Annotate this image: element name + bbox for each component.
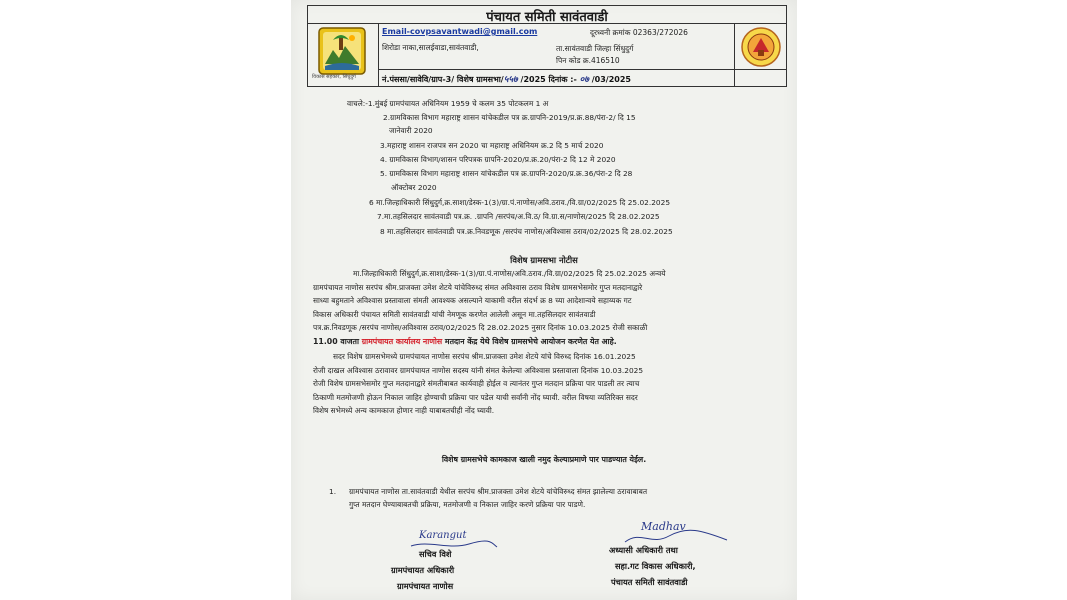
reference-item: वाचले:-1.मुंबई ग्रामपंचायत अधिनियम 1959 चे कलम 35 पोटकलम 1 अ [347,99,549,108]
paragraph-line: ग्रामपंचायत नाणोस सरपंच श्रीम.प्राजक्ता उमेश शेटये यांचेविरुध्द संमत अविश्वास ठराव विशेष ग्रामसभेसमोर गुप्त मतदानाद्वारे [313,282,643,292]
header-divider [734,23,735,86]
right-signatory-designation: सहा.गट विकास अधिकारी, [615,561,696,571]
header-divider [378,23,379,86]
reference-item: 7.मा.तहसिलदार सावंतवाडी पत्र.क्र. .ग्रापनि /सरपंच/अ.वि.ठ/ वि.ग्रा.स/नाणोस/2025 दि 28.02.2025 [377,212,660,221]
handwritten-signature-right: Madhav [641,520,686,533]
header-divider [308,23,786,24]
reference-item: 2.ग्रामविकास विभाग महाराष्ट्र शासन यांचेकडील पत्र क्र.ग्रापनि-2019/प्र.क्र.88/पंरा-2/ दि 15 [383,113,636,122]
agenda-item-line: ग्रामपंचायत नाणोस ता.सावंतवाडी येथील सरपंच श्रीम.प्राजक्ता उमेश शेटये यांचेविरुध्द संमत झालेल्या ठरावाबाबत [349,487,648,496]
reference-item: 5. ग्रामविकास विभाग महाराष्ट्र शासन यांचेकडील पत्र क्र.ग्रापनि-2020/प्र.क्र.36/पंरा-2 दि 28 [380,169,633,178]
meeting-venue: ग्रामपंचायत कार्यालय नाणोस [361,336,443,346]
paragraph-line: रोजी विशेष ग्रामसभेसमोर गुप्त मतदानाद्वारे संमतीबाबत कार्यवाही होईल व त्यानंतर गुप्त मतदान प्रक्रिया पार पाडली तर त्याच [313,379,640,389]
handwritten-signature-left: Karangut [419,530,467,541]
email[interactable] [382,27,537,36]
document-page [291,0,797,600]
notice-paragraph-2 [313,350,777,418]
reference-item: 4. ग्रामविकास विभाग/शासन परिपत्रक ग्रापनि-2020/प्र.क्र.20/पंरा-2 दि 12 मे 2020 [380,155,616,164]
logo-caption: विकास सहकार, सिंधुदुर्ग [312,74,356,80]
office-title: पंचायत समिती सावंतवाडी [486,10,608,25]
left-signatory-title: सचिव विशे [419,549,452,559]
reference-item: 6 मा.जिल्हाधिकारी सिंधुदुर्ग,क्र.साशा/डेस्क-1(3)/ग्रा.पं.नाणोस/अवि.ठराव./वि.ग्रा/02/2025 दि 25.02.2025 [369,198,671,207]
meeting-time: 11.00 वाजता [313,336,362,346]
reference-item: 3.महाराष्ट्र शासन राजपत्र सन 2020 चा महाराष्ट्र अधिनियम क्र.2 दि 5 मार्च 2020 [380,141,604,150]
notice-paragraph-1 [313,267,777,349]
paragraph-line-end: मतदान केंद्र येथे विशेष ग्रामसभेचे आयोजन करणेत येत आहे. [442,336,617,346]
left-signatory-designation: ग्रामपंचायत अधिकारी [391,565,455,575]
paragraph-line: विकास अधिकारी पंचायत समिती सावंतवाडी यांची नेमणूक करणेत आलेली असून मा.तहसिलदार सावंतवाडी [313,309,596,319]
agenda-number: 1. [329,487,337,496]
ref-suffix: /03/2025 [588,75,631,84]
reference-number [382,72,631,85]
letterhead [307,5,787,87]
handwritten-day: ०७ [579,75,589,85]
reference-item: 8 मा.तहसिलदार सावंतवाडी पत्र.क्र.निवडणूक /सरपंच नाणोस/अविश्वास ठराव/02/2025 दि 28.02.2025 [380,227,673,236]
paragraph-line: विशेष सभेमध्ये अन्य कामकाज होणार नाही याबाबतचीही नोंद घ्यावी. [313,406,495,416]
paragraph-line: रोजी दाखल अविश्वास ठरावावर ग्रामपंचायत नाणोस सदस्य यांनी संमत केलेल्या अविश्वास प्रस्तावाला दिनांक 10.03.2025 [313,365,644,375]
handwritten-ref-number: ५५७ [503,75,518,85]
reference-item: ऑक्टोबर 2020 [391,183,437,192]
taluka-district: ता.सावंतवाडी जिल्हा सिंधुदुर्ग [556,44,634,53]
paragraph-line: ठिकाणी मतमोजणी होऊन निकाल जाहिर होण्याची प्रक्रिया पार पडेल याची सर्वांनी नोंद घ्यावी. वरील विषया व्यतिरिक्त सदर [313,392,638,402]
phone-number: दूरध्वनी क्रमांक 02363/272026 [590,28,688,37]
paragraph-line: मा.जिल्हाधिकारी सिंधुदुर्ग,क्र.साशा/डेस्क-1(3)/ग्रा.पं.नाणोस/अवि.ठराव./वि.ग्रा/02/2025 दि 25.02.2025 अन्वये [353,269,666,278]
left-signatory-office: ग्रामपंचायत नाणोस [397,581,454,591]
state-emblem-logo [740,26,782,68]
header-divider [378,69,786,70]
paragraph-line: सदर विशेष ग्रामसभेमध्ये ग्रामपंचायत नाणोस सरपंच श्रीम.प्राजक्ता उमेश शेटये यांचे विरुध्द दिनांक 16.01.2025 [333,352,636,361]
right-signatory-title: अध्यासी अधिकारी तथा [609,545,678,555]
ref-mid: /2025 दिनांक :- [517,75,580,84]
notice-title: विशेष ग्रामसभा नोटीस [510,255,578,265]
paragraph-line: पत्र.क्र.निवडणूक /सरपंच नाणोस/अविश्वास ठराव/02/2025 दि 28.02.2025 नुसार दिनांक 10.03.2025 रोजी सकाळी [313,323,648,333]
reference-item: जानेवारी 2020 [389,126,433,135]
ref-prefix: नं.पंससा/सावेवि/ग्राप-3/ विशेष ग्रामसभा/ [382,75,504,84]
agenda-item-line: गुप्त मतदान घेण्याबाबतची प्रक्रिया, मतमोजणी व निकाल जाहिर करणे प्रक्रिया पार पाडणे. [349,500,586,509]
paragraph-line [313,335,777,349]
agenda-heading: विशेष ग्रामसभेचे कामकाज खाली नमुद केल्याप्रमाणे पार पाडण्यात येईल. [441,455,647,464]
paragraph-line: साध्या बहुमताने अविश्वास प्रस्तावाला संमती आवश्यक असल्याने याकामी वरील संदर्भ क्र 8 च्या आदेशान्वये सहाय्यक गट [313,296,632,306]
pin-code: पिन कोड क्र.416510 [556,56,620,65]
right-signatory-office: पंचायत समिती सावंतवाडी [611,577,688,587]
email-link[interactable]: Email-covpsavantwadi@gmail.com [382,27,538,36]
address-line: शिरोडा नाका,सालईवाडा,सावंतवाडी, [382,43,479,52]
